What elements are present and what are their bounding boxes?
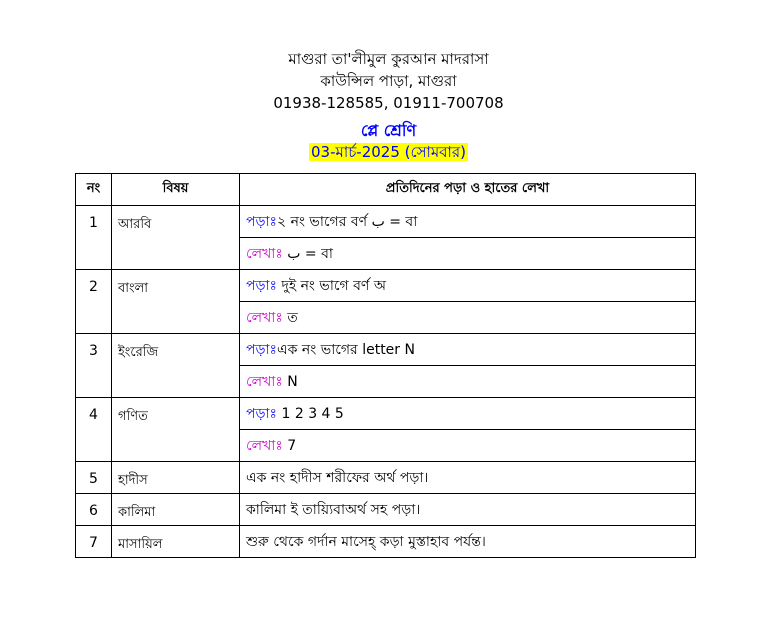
- read-text: এক নং ভাগের letter N: [277, 341, 415, 358]
- class-title: প্লে শ্রেণি: [360, 121, 417, 140]
- read-cell: [240, 206, 696, 238]
- read-label: পড়াঃ: [246, 277, 278, 294]
- read-cell: [240, 270, 696, 302]
- col-header-number: নং: [76, 174, 112, 206]
- date-highlight: 03-মার্চ-2025 (সোমবার): [311, 143, 466, 161]
- write-label: লেখাঃ: [246, 309, 283, 326]
- write-cell: [240, 302, 696, 334]
- lesson-text: কালিমা ই তায়্যিবাঅর্থ সহ পড়া।: [240, 494, 696, 526]
- write-cell: [240, 430, 696, 462]
- row-subject: ইংরেজি: [112, 334, 240, 398]
- table-row: [76, 270, 696, 302]
- lesson-text: এক নং হাদীস শরীফের অর্থ পড়া।: [240, 462, 696, 494]
- row-number: 4: [76, 398, 112, 462]
- table-header-row: [76, 174, 696, 206]
- write-text: ب = বা: [287, 245, 333, 262]
- table-row: [76, 462, 696, 494]
- write-cell: [240, 366, 696, 398]
- write-label: লেখাঃ: [246, 245, 283, 262]
- row-number: 6: [76, 494, 112, 526]
- row-number: 7: [76, 526, 112, 558]
- write-text: ত: [287, 309, 298, 326]
- row-subject: মাসায়িল: [112, 526, 240, 558]
- col-header-subject: বিষয়: [112, 174, 240, 206]
- write-text: 7: [287, 437, 297, 454]
- write-text: N: [287, 373, 298, 390]
- read-label: পড়াঃ: [246, 405, 278, 422]
- row-subject: আরবি: [112, 206, 240, 270]
- madrasa-address: কাউন্সিল পাড়া, মাগুরা: [320, 72, 457, 90]
- table-row: [76, 334, 696, 366]
- table-row: [76, 398, 696, 430]
- write-cell: [240, 238, 696, 270]
- row-subject: কালিমা: [112, 494, 240, 526]
- table-row: [76, 206, 696, 238]
- row-number: 1: [76, 206, 112, 270]
- row-subject: বাংলা: [112, 270, 240, 334]
- row-subject: গণিত: [112, 398, 240, 462]
- read-text: 1 2 3 4 5: [277, 405, 344, 422]
- madrasa-name: মাগুরা তা'লীমুল কুরআন মাদরাসা: [288, 50, 489, 68]
- read-text: ২ নং ভাগের বর্ণ ب = বা: [277, 213, 418, 230]
- row-number: 2: [76, 270, 112, 334]
- lesson-text: শুরু থেকে গর্দান মাসেহ্ কড়া মুস্তাহাব পর্যন্ত।: [240, 526, 696, 558]
- read-label: পড়াঃ: [246, 213, 278, 230]
- col-header-lesson: প্রতিদিনের পড়া ও হাতের লেখা: [240, 174, 696, 206]
- table-row: [76, 494, 696, 526]
- read-label: পড়াঃ: [246, 341, 278, 358]
- row-number: 5: [76, 462, 112, 494]
- read-cell: [240, 334, 696, 366]
- write-label: লেখাঃ: [246, 437, 283, 454]
- write-label: লেখাঃ: [246, 373, 283, 390]
- row-subject: হাদীস: [112, 462, 240, 494]
- table-row: [76, 526, 696, 558]
- date-line: [0, 142, 777, 162]
- lesson-table: [75, 173, 696, 558]
- read-cell: [240, 398, 696, 430]
- read-text: দুই নং ভাগে বর্ণ অ: [277, 277, 386, 294]
- row-number: 3: [76, 334, 112, 398]
- madrasa-phone: 01938-128585, 01911-700708: [273, 94, 504, 112]
